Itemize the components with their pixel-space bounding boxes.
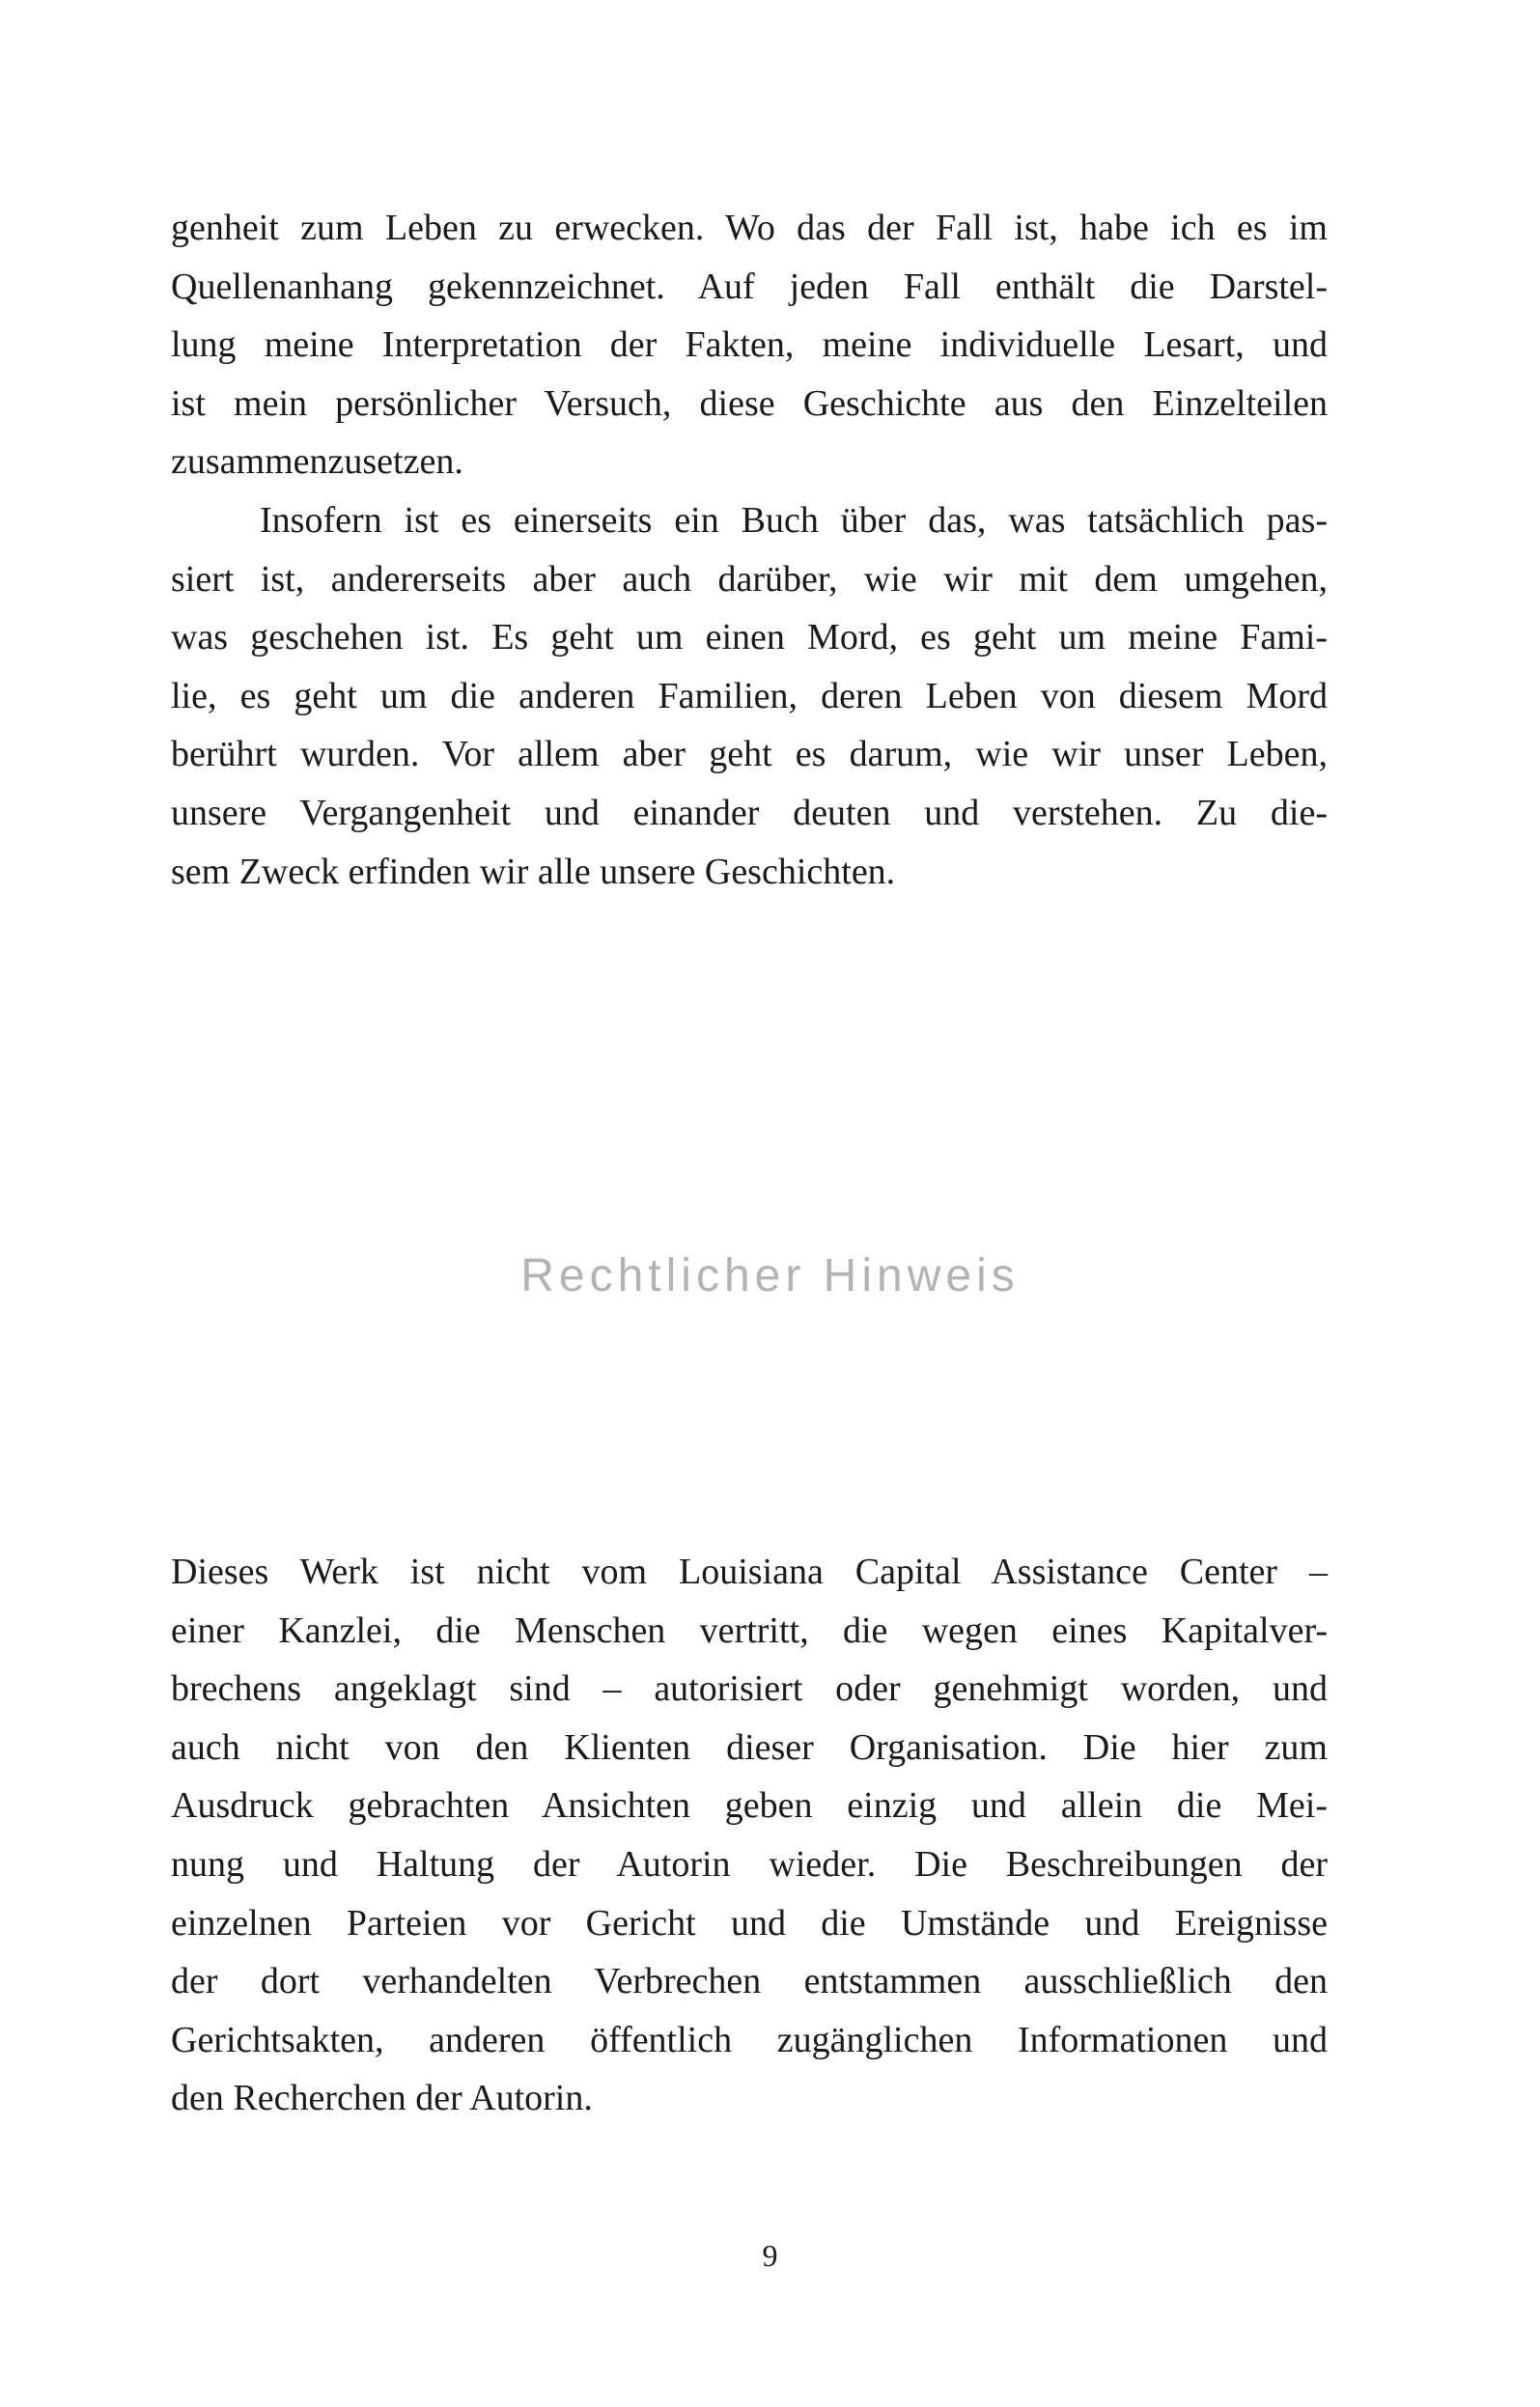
text-line: einzelnen Parteien vor Gericht und die Umstände und Ereignisse — [171, 1902, 1328, 1944]
text-line: nung und Haltung der Autorin wieder. Die Beschreibungen der — [171, 1843, 1328, 1885]
text-line: lie, es geht um die anderen Familien, deren Leben von diesem Mord — [171, 675, 1328, 716]
text-line: zusammenzusetzen. — [171, 441, 463, 483]
text-line: Gerichtsakten, anderen öffentlich zugänglichen Informationen und — [171, 2019, 1328, 2060]
text-line: siert ist, andererseits aber auch darüber, wie wir mit dem umgehen, — [171, 558, 1328, 600]
text-line: Quellenanhang gekennzeichnet. Auf jeden Fall enthält die Darstel- — [171, 266, 1328, 307]
text-line: lung meine Interpretation der Fakten, meine individuelle Lesart, und — [171, 324, 1328, 366]
section-heading: Rechtlicher Hinweis — [520, 1250, 1020, 1301]
text-line: einer Kanzlei, die Menschen vertritt, die wegen eines Kapitalver- — [171, 1609, 1328, 1651]
text-line: brechens angeklagt sind – autorisiert oder genehmigt worden, und — [171, 1668, 1328, 1710]
intro-text — [171, 199, 1328, 901]
text-line: Ausdruck gebrachten Ansichten geben einzig und allein die Mei- — [171, 1785, 1328, 1827]
text-line: genheit zum Leben zu erwecken. Wo das der Fall ist, habe ich es im — [171, 208, 1328, 248]
text-line: sem Zweck erfinden wir alle unsere Geschichten. — [171, 851, 896, 892]
text-line: Insofern ist es einerseits ein Buch über das, was tatsächlich pas- — [260, 499, 1328, 541]
text-line: auch nicht von den Klienten dieser Organisation. Die hier zum — [171, 1726, 1328, 1768]
text-line: Dieses Werk ist nicht vom Louisiana Capital Assistance Center – — [171, 1552, 1328, 1592]
text-line: unsere Vergangenheit und einander deuten und verstehen. Zu die- — [171, 792, 1328, 833]
paragraph-2 — [171, 491, 1328, 901]
text-line: den Recherchen der Autorin. — [171, 2078, 593, 2119]
text-line: der dort verhandelten Verbrechen entstammen ausschließlich den — [171, 1961, 1328, 2002]
page-number: 9 — [762, 2238, 778, 2273]
text-line: berührt wurden. Vor allem aber geht es darum, wie wir unser Leben, — [171, 734, 1328, 775]
legal-notice-text — [171, 1543, 1328, 2128]
text-line: was geschehen ist. Es geht um einen Mord, es geht um meine Fami- — [171, 617, 1328, 658]
text-line: ist mein persönlicher Versuch, diese Geschichte aus den Einzelteilen — [171, 382, 1328, 424]
paragraph-1 — [171, 199, 1328, 491]
